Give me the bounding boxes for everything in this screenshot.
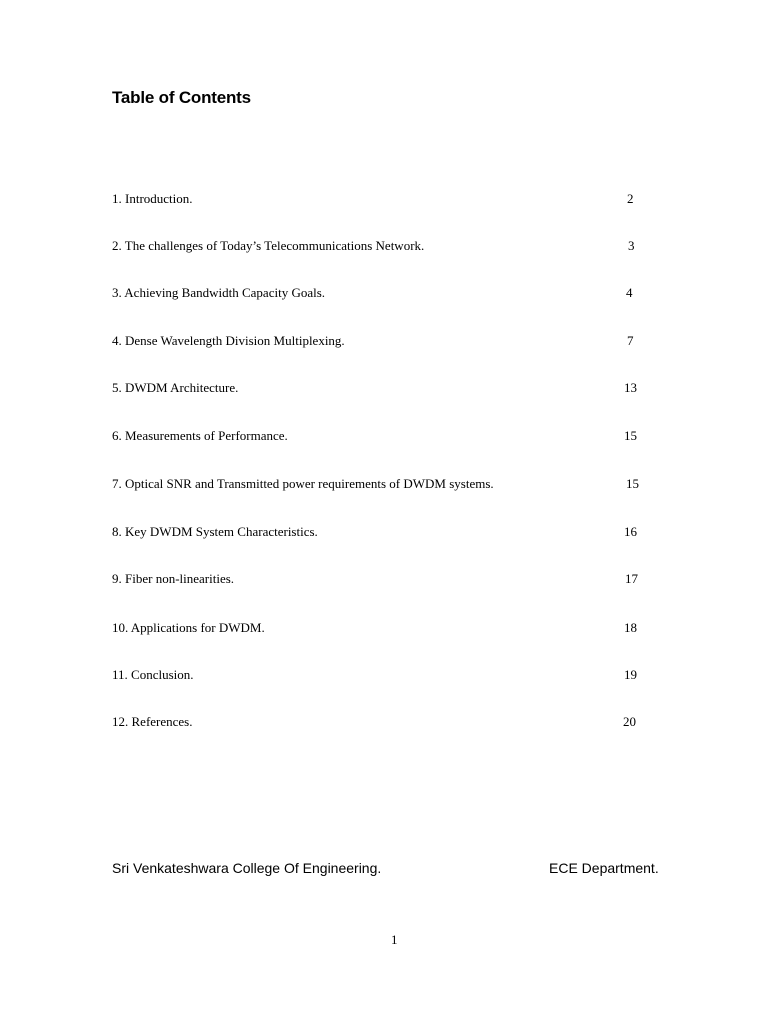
toc-entry-label: 12. References.	[112, 714, 193, 729]
toc-entry-label: 8. Key DWDM System Characteristics.	[112, 524, 318, 539]
toc-entry-label: 6. Measurements of Performance.	[112, 428, 288, 443]
toc-entry-page: 17	[625, 571, 638, 586]
toc-entry	[112, 285, 652, 305]
toc-entry	[112, 667, 652, 687]
toc-entry	[112, 428, 652, 448]
toc-entry-page: 2	[627, 191, 634, 206]
footer-department: ECE Department.	[549, 860, 659, 876]
toc-entry-label: 2. The challenges of Today’s Telecommunications Network.	[112, 238, 425, 253]
toc-entry	[112, 238, 652, 258]
toc-entry	[112, 191, 652, 211]
toc-entry-label: 4. Dense Wavelength Division Multiplexing.	[112, 333, 345, 348]
toc-entry-label: 3. Achieving Bandwidth Capacity Goals.	[112, 285, 326, 300]
toc-entry-label: 10. Applications for DWDM.	[112, 620, 265, 635]
toc-entry-page: 19	[624, 667, 637, 682]
toc-entry-page: 4	[626, 285, 633, 300]
page-title: Table of Contents	[112, 88, 251, 107]
toc-entry	[112, 476, 652, 496]
toc-entry-label: 5. DWDM Architecture.	[112, 380, 239, 395]
toc-entry-page: 3	[628, 238, 635, 253]
toc-entry-page: 16	[624, 524, 637, 539]
toc-entry-label: 7. Optical SNR and Transmitted power requirements of DWDM systems.	[112, 476, 494, 491]
toc-entry-page: 20	[623, 714, 636, 729]
toc-entry-page: 7	[627, 333, 634, 348]
toc-entry-label: 1. Introduction.	[112, 191, 193, 206]
footer-institution: Sri Venkateshwara College Of Engineering.	[112, 860, 382, 876]
toc-entry-page: 18	[624, 620, 637, 635]
toc-entry-page: 15	[624, 428, 637, 443]
page-number: 1	[391, 932, 398, 947]
toc-entry	[112, 333, 652, 353]
toc-entry	[112, 620, 652, 640]
toc-entry-label: 9. Fiber non-linearities.	[112, 571, 235, 586]
toc-entry	[112, 524, 652, 544]
toc-entry-page: 15	[626, 476, 639, 491]
toc-entry	[112, 571, 652, 591]
toc-entry-page: 13	[624, 380, 637, 395]
toc-entry-label: 11. Conclusion.	[112, 667, 194, 682]
toc-entry	[112, 714, 652, 734]
toc-entry	[112, 380, 652, 400]
